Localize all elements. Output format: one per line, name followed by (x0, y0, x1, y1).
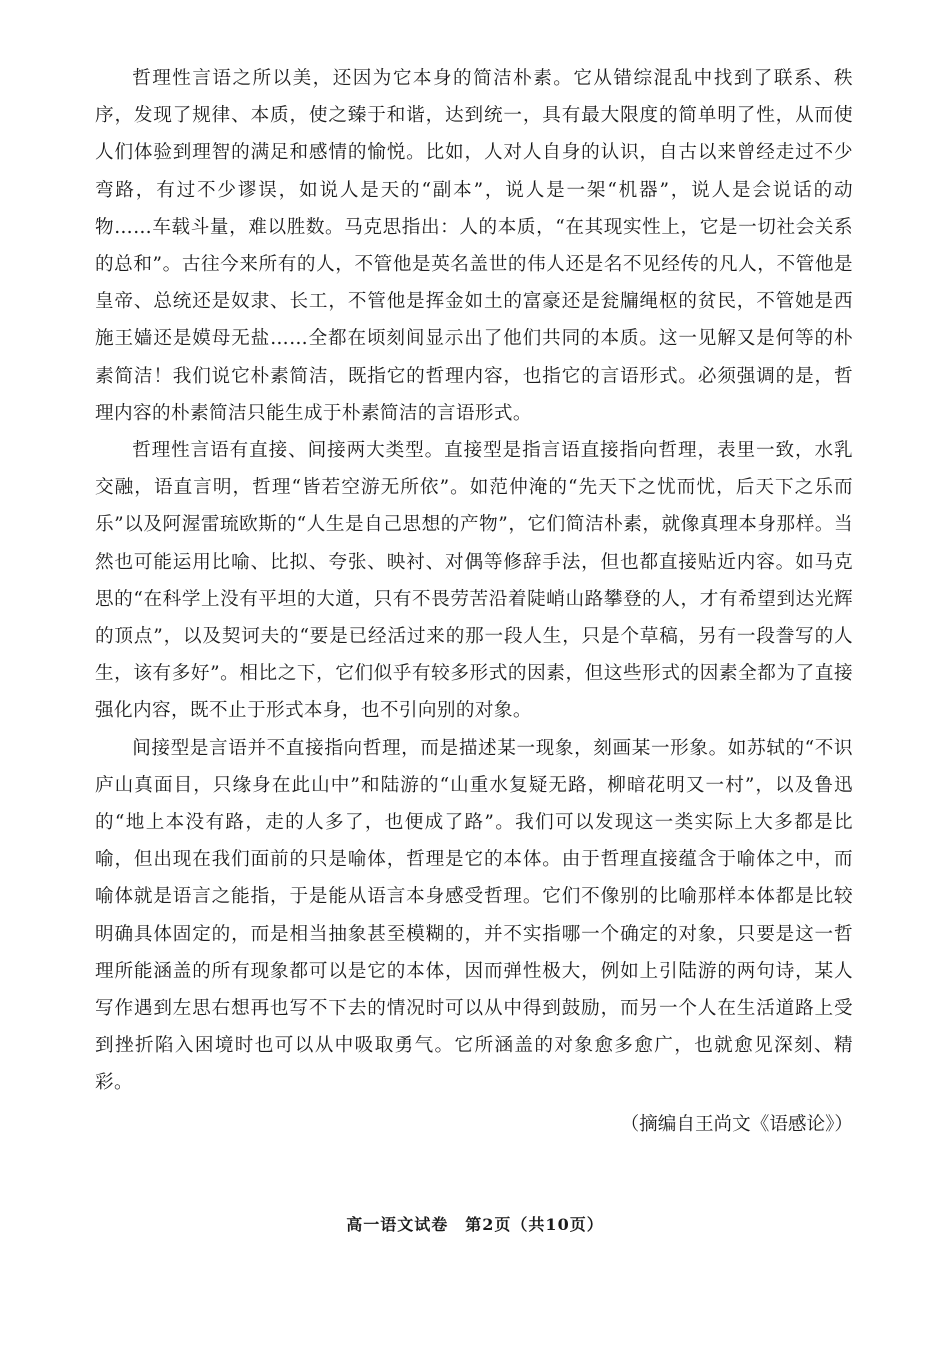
article-body (95, 60, 853, 1143)
paragraph-3: 间接型是言语并不直接指向哲理，而是描述某一现象，刻画某一形象。如苏轼的“不识庐山真面目，只缘身在此山中”和陆游的“山重水复疑无路，柳暗花明又一村”，以及鲁迅的“地上本没有路，走的人多了，也便成了路”。我们可以发现这一类实际上大多都是比喻，但出现在我们面前的只是喻体，哲理是它的本体。由于哲理直接蕴含于喻体之中，而喻体就是语言之能指，于是能从语言本身感受哲理。它们不像别的比喻那样本体都是比较明确具体固定的，而是相当抽象甚至模糊的，并不实指哪一个确定的对象，只要是这一哲理所能涵盖的所有现象都可以是它的本体，因而弹性极大，例如上引陆游的两句诗，某人写作遇到左思右想再也写不下去的情况时可以从中得到鼓励，而另一个人在生活道路上受到挫折陷入困境时也可以从中吸取勇气。它所涵盖的对象愈多愈广，也就愈见深刻、精彩。 (95, 737, 853, 1094)
page-footer: 高一语文试卷 第2页（共10页） (346, 1215, 604, 1234)
paragraph-2: 哲理性言语有直接、间接两大类型。直接型是指言语直接指向哲理，表里一致，水乳交融，语直言明，哲理“皆若空游无所依”。如范仲淹的“先天下之忧而忧，后天下之乐而乐”以及阿渥雷琉欧斯的“人生是自己思想的产物”，它们简洁朴素，就像真理本身那样。当然也可能运用比喻、比拟、夸张、映衬、对偶等修辞手法，但也都直接贴近内容。如马克思的“在科学上没有平坦的大道，只有不畏劳苦沿着陡峭山路攀登的人，才有希望到达光辉的顶点”，以及契诃夫的“要是已经活过来的那一段人生，只是个草稿，另有一段誊写的人生，该有多好”。相比之下，它们似乎有较多形式的因素，但这些形式的因素全都为了直接强化内容，既不止于形式本身，也不引向别的对象。 (95, 440, 853, 722)
paragraph-1: 哲理性言语之所以美，还因为它本身的简洁朴素。它从错综混乱中找到了联系、秩序，发现了规律、本质，使之臻于和谐，达到统一，具有最大限度的简单明了性，从而使人们体验到理智的满足和感情的愉悦。比如，人对人自身的认识，自古以来曾经走过不少弯路，有过不少谬误，如说人是天的“副本”，说人是一架“机器”，说人是会说话的动物……车载斗量，难以胜数。马克思指出：人的本质，“在其现实性上，它是一切社会关系的总和”。古往今来所有的人，不管他是英名盖世的伟人还是名不见经传的凡人，不管他是皇帝、总统还是奴隶、长工，不管他是挥金如土的富豪还是瓮牖绳枢的贫民，不管她是西施王嫱还是嫫母无盐……全都在顷刻间显示出了他们共同的本质。这一见解又是何等的朴素简洁！我们说它朴素简洁，既指它的哲理内容，也指它的言语形式。必须强调的是，哲理内容的朴素简洁只能生成于朴素简洁的言语形式。 (95, 68, 853, 424)
source-citation: （摘编自王尚文《语感论》） (620, 1113, 853, 1135)
